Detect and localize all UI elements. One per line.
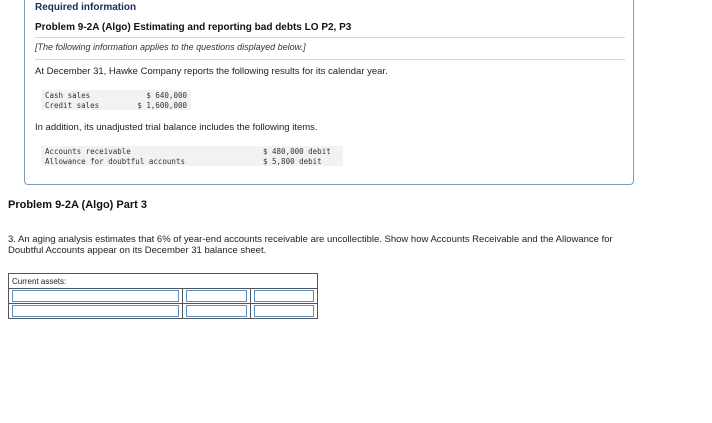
current-assets-label: Current assets:	[9, 274, 318, 289]
answer-cell	[183, 304, 251, 319]
account-name-input[interactable]	[12, 305, 179, 317]
problem-title: Problem 9-2A (Algo) Estimating and reporting bad debts LO P2, P3	[35, 22, 352, 33]
balance-sheet-answer-table	[8, 273, 318, 319]
answer-cell	[9, 289, 183, 304]
sales-value: $ 1,600,000	[129, 100, 191, 110]
answer-cell	[183, 289, 251, 304]
table-row	[9, 304, 318, 319]
trial-balance-value: $ 5,800 debit	[259, 156, 343, 166]
account-name-input[interactable]	[12, 290, 179, 302]
table-row	[41, 90, 191, 100]
amount-input[interactable]	[186, 290, 247, 302]
table-row	[41, 100, 191, 110]
amount-input[interactable]	[254, 305, 314, 317]
question-text: 3. An aging analysis estimates that 6% of year-end accounts receivable are uncollectible. Show how Accounts Receivable and the Allowance for Doubtful Accounts appear on its December 31 balance sheet.	[8, 234, 613, 256]
sales-value: $ 640,000	[129, 90, 191, 100]
answer-cell	[251, 304, 318, 319]
info-note: [The following information applies to the questions displayed below.]	[35, 42, 306, 52]
amount-input[interactable]	[254, 290, 314, 302]
trial-balance-label: Allowance for doubtful accounts	[41, 156, 259, 166]
sales-label: Cash sales	[41, 90, 129, 100]
trial-balance-value: $ 480,000 debit	[259, 146, 343, 156]
table-row	[9, 274, 318, 289]
divider	[35, 37, 625, 38]
trial-balance-label: Accounts receivable	[41, 146, 259, 156]
part-title: Problem 9-2A (Algo) Part 3	[8, 199, 147, 211]
answer-cell	[9, 304, 183, 319]
table-row	[41, 156, 343, 166]
amount-input[interactable]	[186, 305, 247, 317]
required-information-panel	[24, 0, 634, 185]
table-row	[9, 289, 318, 304]
addition-text: In addition, its unadjusted trial balance includes the following items.	[35, 122, 318, 133]
divider	[35, 59, 625, 60]
required-information-header: Required information	[35, 2, 137, 13]
answer-cell	[251, 289, 318, 304]
table-row	[41, 146, 343, 156]
trial-balance-table	[41, 146, 343, 166]
sales-label: Credit sales	[41, 100, 129, 110]
sales-table	[41, 90, 191, 110]
intro-text: At December 31, Hawke Company reports the following results for its calendar year.	[35, 66, 388, 77]
